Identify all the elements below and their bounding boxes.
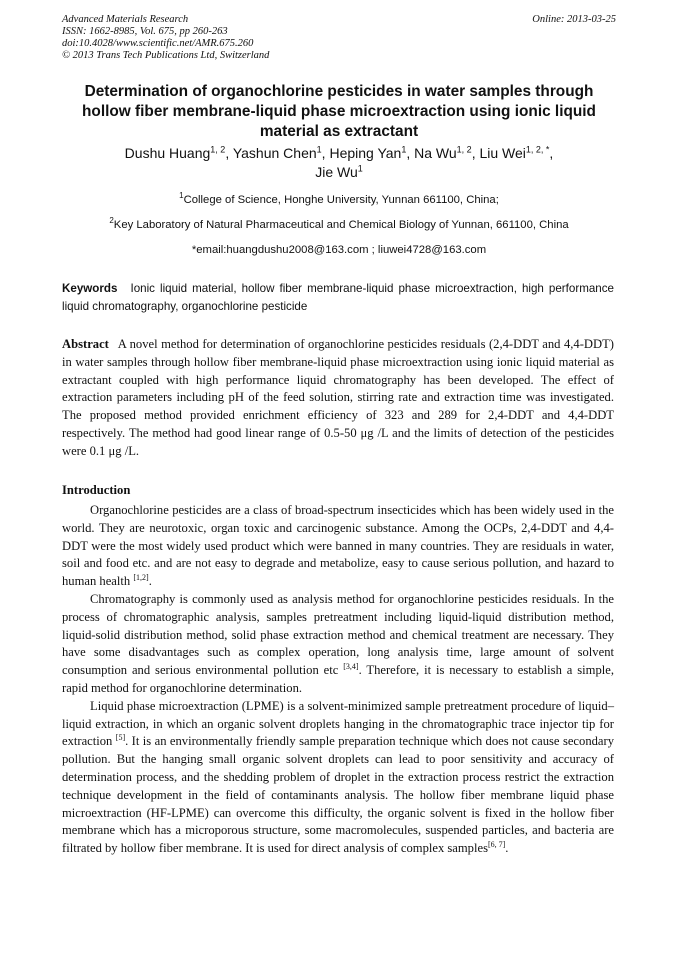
affiliation-1 (62, 193, 616, 207)
author-separator: , (321, 145, 330, 161)
author-name: Na Wu (414, 145, 457, 161)
email-marker: * (191, 244, 197, 256)
paragraph-text: Chromatography is commonly used as analysis method for organochlorine pesticides residuals. In the process of chromatographic analysis, samples pretreatment including liquid-liquid distribution method, liquid-solid distribution method, solid phase extraction method and chemical treatment are necessary. They have some disadvantages such as complex operation, long analysis time, large amount of solvent consumption and serious environmental pollution etc (62, 591, 614, 678)
author-affil-marker: 1, 2 (456, 144, 472, 155)
keywords-label: Keywords (62, 282, 118, 295)
contact-email (62, 243, 616, 257)
paragraph (62, 698, 614, 858)
paragraph (62, 591, 614, 698)
author-separator: , (549, 145, 554, 161)
paragraph-tail: . (505, 841, 509, 856)
affiliation-marker: 1 (179, 191, 184, 201)
author-affil-marker: 1 (401, 144, 407, 155)
issn-line: ISSN: 1662-8985, Vol. 675, pp 260-263 (62, 26, 228, 37)
author-affil-marker: 1, 2, * (525, 144, 550, 155)
doi-line: doi:10.4028/www.scientific.net/AMR.675.260 (62, 38, 254, 49)
author-name: Yashun Chen (232, 145, 317, 161)
introduction-body (62, 502, 614, 858)
online-date: Online: 2013-03-25 (532, 14, 616, 25)
paragraph-tail: . Therefore, it is necessary to establish a simple, rapid method for organochlorine determination. (62, 663, 614, 695)
introduction-heading: Introduction (62, 483, 131, 497)
email-text: email:huangdushu2008@163.com ; liuwei4728@163.com (196, 244, 487, 256)
copyright-line: © 2013 Trans Tech Publications Ltd, Switzerland (62, 50, 270, 61)
author-affil-marker: 1 (316, 144, 322, 155)
paragraph-tail: . (148, 574, 152, 589)
author-name: Liu Wei (479, 145, 526, 161)
journal-name: Advanced Materials Research (62, 14, 189, 25)
keywords-text: Ionic liquid material, hollow fiber membrane-liquid phase microextraction, high performance liquid chromatography, organochlorine pesticide (62, 282, 614, 313)
citation: [6, 7] (487, 839, 506, 849)
paper-title: Determination of organochlorine pesticides in water samples through hollow fiber membrane-liquid phase microextraction using ionic liquid material as extractant (82, 83, 596, 140)
author-separator: , (471, 145, 480, 161)
citation: [3,4] (343, 661, 359, 671)
citation: [5] (115, 733, 126, 743)
author-name: Jie Wu (315, 164, 358, 180)
journal-header (62, 14, 269, 62)
paragraph-text: Organochlorine pesticides are a class of broad-spectrum insecticides which has been widely used in the world. They are neurotoxic, organ toxic and carcinogenic substance. Among the OCPs, 2,4-DDT and 4,4-DDT were the most widely used product which were banned in many countries. They are residuals in water, soil and food etc. and are not easy to degrade and metabolize, easy to cause serious pollution, and hazard to human health (62, 503, 614, 589)
author-name: Dushu Huang (124, 145, 211, 161)
author-name: Heping Yan (329, 145, 402, 161)
paragraph-tail: . It is an environmentally friendly sample preparation technique which does not cause secondary pollution. But the hanging small organic solvent droplets can lead to poor sensitivity and accuracy of determination process, and the shedding problem of droplet in the extraction process restrict the extraction technique development in the field of contaminants analysis. The hollow fiber membrane liquid phase microextraction (HF-LPME) can overcome this difficulty, the organic solvent is fixed in the hollow fiber membrane which has a microporous structure, some macromolecules, suspended particles, and bacteria are filtrated by hollow fiber membrane. It is used for direct analysis of complex samples (62, 734, 614, 856)
abstract-text: A novel method for determination of organochlorine pesticides residuals (2,4-DDT and 4,4-DDT) in water samples through hollow fiber membrane-liquid phase microextraction using ionic liquid material as extractant coupled with high performance liquid chromatography has been developed. The effect of extraction parameters including pH of the feed solution, stirring rate and extraction time was investigated. The proposed method provided enrichment efficiency of 323 and 289 for 2,4-DDT and 4,4-DDT respectively. The method had good linear range of 0.5-50 μg /L and the limits of detection of the pesticides were 0.1 μg /L. (62, 337, 614, 458)
affiliation-text: Key Laboratory of Natural Pharmaceutical and Chemical Biology of Yunnan, 661100, China (113, 219, 569, 231)
affiliation-marker: 2 (109, 216, 114, 226)
author-separator: , (225, 145, 233, 161)
affiliation-text: College of Science, Honghe University, Yunnan 661100, China; (183, 194, 499, 206)
affiliation-2 (62, 218, 616, 232)
citation: [1,2] (133, 573, 149, 582)
paragraph-text: Liquid phase microextraction (LPME) is a solvent-minimized sample pretreatment procedure of liquid–liquid extraction, in which an organic solvent droplets hanging in the chromatographic trace injector tip for extraction (62, 698, 614, 749)
author-list (62, 144, 616, 182)
abstract-label: Abstract (62, 337, 109, 351)
keywords-block (62, 280, 614, 315)
abstract-block (62, 336, 614, 461)
author-separator: , (406, 145, 415, 161)
author-affil-marker: 1 (357, 163, 363, 174)
paragraph (62, 502, 614, 591)
author-affil-marker: 1, 2 (210, 144, 226, 155)
